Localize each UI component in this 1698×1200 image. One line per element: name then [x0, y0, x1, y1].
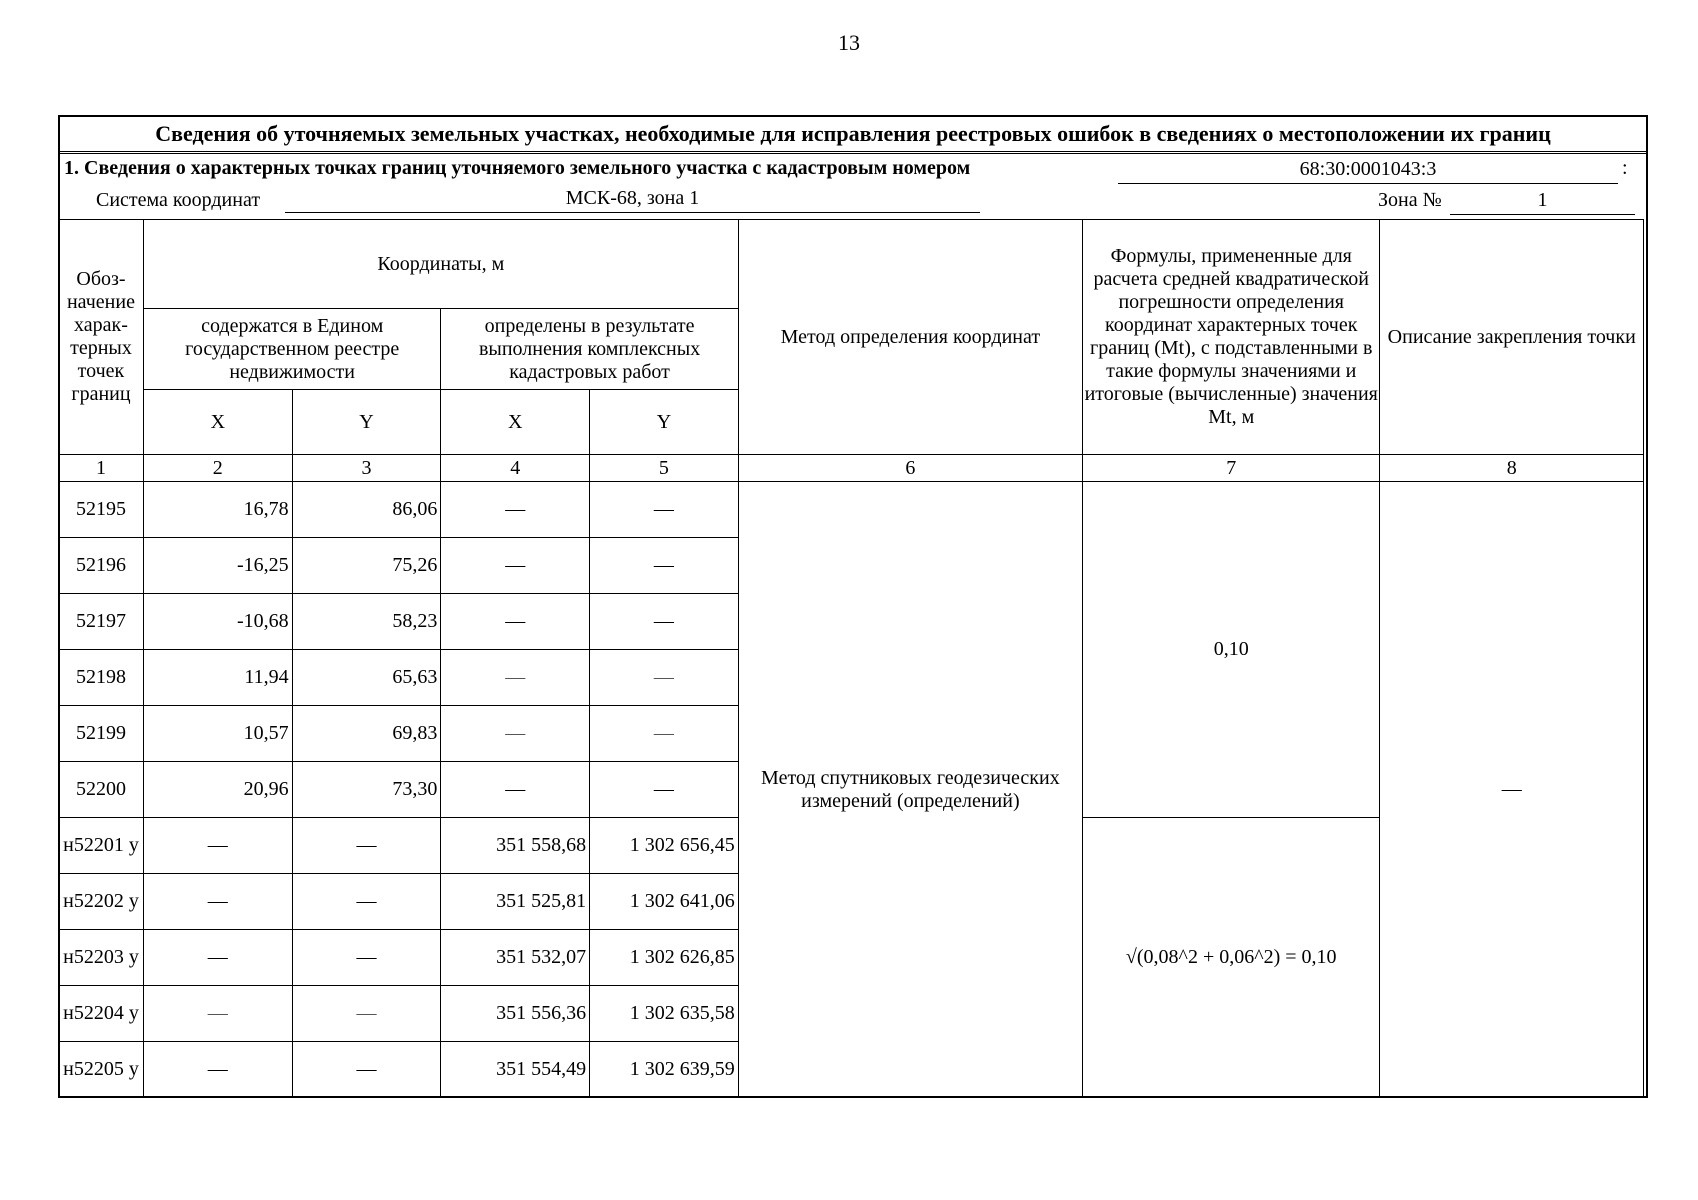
x-complex: 351 554,49 — [441, 1042, 590, 1098]
y-egrn: 86,06 — [292, 482, 441, 538]
x-egrn: 11,94 — [143, 650, 292, 706]
x-complex: 351 532,07 — [441, 930, 590, 986]
index-cell: 2 — [143, 455, 292, 482]
y-complex: 1 302 639,59 — [590, 1042, 739, 1098]
point-id: н52202 у — [59, 874, 144, 930]
y-complex: — — [590, 762, 739, 818]
title-divider — [60, 153, 1646, 154]
page-number: 13 — [838, 30, 860, 55]
x-complex: 351 525,81 — [441, 874, 590, 930]
cadastral-underline — [1118, 183, 1618, 184]
document-title: Сведения об уточняемых земельных участках, необходимые для исправления реестровых ошибок в сведениях о местоположении их границ — [60, 117, 1646, 152]
header-method: Метод определения координат — [738, 220, 1082, 455]
cadastral-colon: : — [1622, 157, 1628, 179]
y-egrn: — — [292, 874, 441, 930]
y-egrn: 58,23 — [292, 594, 441, 650]
y-complex: 1 302 641,06 — [590, 874, 739, 930]
section-heading: 1. Сведения о характерных точках границ уточняемого земельного участка с кадастровым номером — [64, 157, 971, 179]
y-egrn: 69,83 — [292, 706, 441, 762]
y-egrn: 65,63 — [292, 650, 441, 706]
point-id: 52195 — [59, 482, 144, 538]
header-y-complex: Y — [590, 390, 739, 455]
point-id: 52197 — [59, 594, 144, 650]
x-complex: — — [441, 706, 590, 762]
x-egrn: — — [143, 818, 292, 874]
zone-label: Зона № — [1378, 189, 1442, 211]
y-complex: — — [590, 650, 739, 706]
y-complex: — — [590, 482, 739, 538]
header-x-egrn: X — [143, 390, 292, 455]
x-complex: — — [441, 762, 590, 818]
header-coordinates: Координаты, м — [143, 220, 738, 309]
cadastral-number: 68:30:0001043:3 — [1299, 158, 1437, 180]
y-complex: 1 302 635,58 — [590, 986, 739, 1042]
x-egrn: — — [143, 874, 292, 930]
x-egrn: — — [143, 930, 292, 986]
x-egrn: -10,68 — [143, 594, 292, 650]
x-egrn: — — [143, 986, 292, 1042]
y-egrn: — — [292, 818, 441, 874]
point-id: 52198 — [59, 650, 144, 706]
x-complex: 351 558,68 — [441, 818, 590, 874]
x-egrn: -16,25 — [143, 538, 292, 594]
index-cell: 4 — [441, 455, 590, 482]
coord-system-label: Система координат — [96, 189, 261, 211]
coord-system-value: МСК-68, зона 1 — [565, 187, 700, 209]
index-cell: 7 — [1083, 455, 1380, 482]
point-id: 52200 — [59, 762, 144, 818]
x-complex: — — [441, 538, 590, 594]
header-egrn: содержатся в Едином государственном реестре недвижимости — [143, 309, 440, 390]
x-complex: — — [441, 594, 590, 650]
x-complex: 351 556,36 — [441, 986, 590, 1042]
zone-value: 1 — [1537, 189, 1548, 211]
point-id: 52199 — [59, 706, 144, 762]
mt-group2: √(0,08^2 + 0,06^2) = 0,10 — [1083, 818, 1380, 1098]
zone-underline — [1450, 214, 1635, 215]
index-cell: 3 — [292, 455, 441, 482]
y-complex: 1 302 656,45 — [590, 818, 739, 874]
x-complex: — — [441, 650, 590, 706]
index-cell: 6 — [738, 455, 1082, 482]
y-complex: — — [590, 538, 739, 594]
y-egrn: — — [292, 930, 441, 986]
index-cell: 8 — [1380, 455, 1644, 482]
point-id: 52196 — [59, 538, 144, 594]
y-egrn: 73,30 — [292, 762, 441, 818]
x-egrn: 10,57 — [143, 706, 292, 762]
point-id: н52205 у — [59, 1042, 144, 1098]
header-complex: определены в результате выполнения комплексных кадастровых работ — [441, 309, 738, 390]
header-x-complex: X — [441, 390, 590, 455]
mt-group1: 0,10 — [1083, 482, 1380, 818]
y-complex: — — [590, 706, 739, 762]
y-egrn: — — [292, 1042, 441, 1098]
x-complex: — — [441, 482, 590, 538]
point-id: н52201 у — [59, 818, 144, 874]
y-egrn: — — [292, 986, 441, 1042]
method-cell: Метод спутниковых геодезических измерений (определений) — [738, 482, 1082, 1098]
x-egrn: — — [143, 1042, 292, 1098]
y-complex: — — [590, 594, 739, 650]
table-row — [59, 482, 1644, 538]
description-cell: — — [1380, 482, 1644, 1098]
x-egrn: 20,96 — [143, 762, 292, 818]
header-y-egrn: Y — [292, 390, 441, 455]
x-egrn: 16,78 — [143, 482, 292, 538]
point-id: н52204 у — [59, 986, 144, 1042]
y-complex: 1 302 626,85 — [590, 930, 739, 986]
y-egrn: 75,26 — [292, 538, 441, 594]
index-cell: 5 — [590, 455, 739, 482]
point-id: н52203 у — [59, 930, 144, 986]
index-cell: 1 — [59, 455, 144, 482]
header-formulas: Формулы, примененные для расчета средней квадратической погрешности определения координат характерных точек границ (Mt), с подставленными в такие формулы значениями и итоговые (вычисленные) значения Mt, м — [1083, 220, 1380, 455]
document-frame — [58, 115, 1648, 1098]
coord-system-underline — [285, 212, 980, 213]
header-designation: Обоз-начение харак-терных точек границ — [59, 220, 144, 455]
header-description: Описание закрепления точки — [1380, 220, 1644, 455]
points-table — [58, 219, 1644, 1098]
